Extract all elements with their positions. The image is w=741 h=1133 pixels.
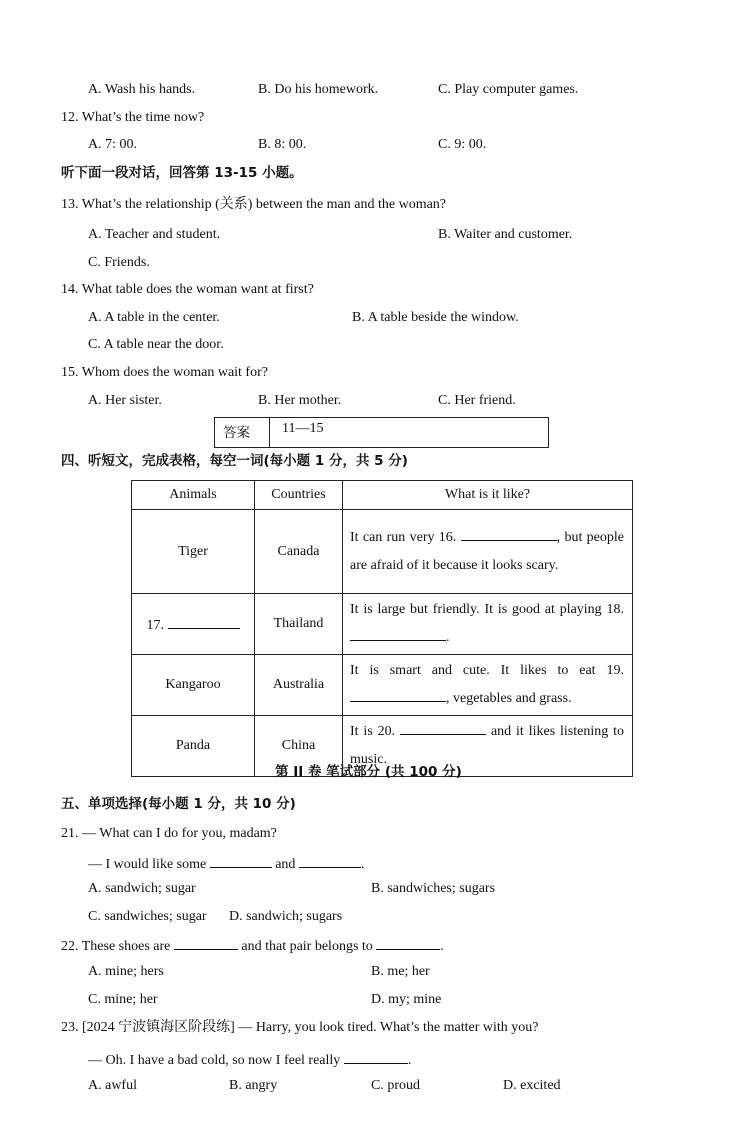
q15-stem: 15. Whom does the woman wait for?: [61, 365, 268, 380]
q11-option-b: B. Do his homework.: [258, 82, 379, 97]
country-cell: China: [255, 716, 343, 777]
animal-cell: Tiger: [132, 510, 255, 594]
q11-option-c: C. Play computer games.: [438, 82, 579, 97]
desc-text: It can run very 16.: [350, 529, 457, 545]
q13-option-a: A. Teacher and student.: [88, 227, 221, 242]
q12-stem: 12. What’s the time now?: [61, 110, 205, 125]
q13-option-b: B. Waiter and customer.: [438, 227, 573, 242]
q22-stem: 22. These shoes are and that pair belongs to .: [61, 935, 444, 956]
q21-option-c: C. sandwiches; sugar: [88, 909, 207, 924]
animal-cell: Panda: [132, 716, 255, 777]
animal-number: 17.: [146, 618, 164, 633]
blank-17[interactable]: [168, 614, 240, 629]
table-row: [132, 510, 633, 594]
q23-reply: — Oh. I have a bad cold, so now I feel really .: [88, 1049, 411, 1070]
table-row: [132, 594, 633, 655]
q12-option-c: C. 9: 00.: [438, 137, 487, 152]
q22-option-b: B. me; her: [371, 964, 430, 979]
header-animals: Animals: [132, 481, 255, 510]
q21-option-a: A. sandwich; sugar: [88, 881, 196, 896]
description-cell: [343, 510, 633, 594]
answer-box-label: 答案: [215, 418, 270, 447]
q23-option-a: A. awful: [88, 1078, 137, 1093]
blank-19[interactable]: [350, 687, 446, 702]
q22-blank-2[interactable]: [376, 935, 440, 950]
section5-heading: 五、单项选择(每小题 1 分，共 10 分): [61, 796, 296, 812]
blank-18[interactable]: [350, 626, 446, 641]
q13-option-c: C. Friends.: [88, 255, 150, 270]
country-cell: Thailand: [255, 594, 343, 655]
header-countries: Countries: [255, 481, 343, 510]
country-cell: Canada: [255, 510, 343, 594]
q12-option-b: B. 8: 00.: [258, 137, 307, 152]
desc-text: , vegetables and grass.: [446, 691, 572, 706]
desc-text: and it likes listening to music.: [350, 724, 625, 767]
q11-option-a: A. Wash his hands.: [88, 82, 196, 97]
desc-text: It is smart and cute. It likes to eat 19.: [350, 663, 624, 678]
q15-option-b: B. Her mother.: [258, 393, 342, 408]
desc-text: It is 20.: [350, 724, 396, 739]
q12-option-a: A. 7: 00.: [88, 137, 137, 152]
table-header-row: [132, 481, 633, 510]
blank-16[interactable]: [461, 526, 557, 541]
section4-heading: 四、听短文，完成表格，每空一词(每小题 1 分，共 5 分): [61, 453, 408, 469]
q14-stem: 14. What table does the woman want at first?: [61, 282, 314, 297]
q22-option-a: A. mine; hers: [88, 964, 164, 979]
q21-blank-2[interactable]: [299, 853, 361, 868]
q23-option-d: D. excited: [503, 1078, 561, 1093]
description-cell: [343, 594, 633, 655]
q23-option-c: C. proud: [371, 1078, 420, 1093]
answer-box: [214, 417, 549, 448]
q21-stem: 21. — What can I do for you, madam?: [61, 826, 277, 841]
q15-option-c: C. Her friend.: [438, 393, 516, 408]
answer-box-range[interactable]: 11—15: [282, 421, 324, 436]
q23-stem: 23. [2024 宁波镇海区阶段练] — Harry, you look tired. What’s the matter with you?: [61, 1020, 539, 1035]
part2-heading: 第 II 卷 笔试部分 (共 100 分): [275, 764, 462, 780]
listening-table: [131, 480, 633, 777]
q21-option-d: D. sandwich; sugars: [229, 909, 343, 924]
q22-option-c: C. mine; her: [88, 992, 158, 1007]
q15-option-a: A. Her sister.: [88, 393, 162, 408]
desc-text: It is large but friendly. It is good at playing 18.: [350, 602, 624, 617]
q22-option-d: D. my; mine: [371, 992, 442, 1007]
table-row: [132, 655, 633, 716]
country-cell: Australia: [255, 655, 343, 716]
q14-option-a: A. A table in the center.: [88, 310, 220, 325]
q23-blank[interactable]: [344, 1049, 408, 1064]
description-cell: [343, 655, 633, 716]
blank-20[interactable]: [400, 720, 486, 735]
animal-cell: Kangaroo: [132, 655, 255, 716]
section-dialog-heading: 听下面一段对话，回答第 13-15 小题。: [61, 165, 303, 181]
desc-text: , but people are afraid of it because it looks scary.: [350, 529, 624, 573]
q13-stem: 13. What’s the relationship (关系) between the man and the woman?: [61, 197, 447, 212]
header-description: What is it like?: [343, 481, 633, 510]
q22-blank-1[interactable]: [174, 935, 238, 950]
desc-text: .: [446, 630, 450, 645]
q14-option-b: B. A table beside the window.: [352, 310, 519, 325]
q21-reply: — I would like some and .: [88, 853, 364, 874]
q23-option-b: B. angry: [229, 1078, 278, 1093]
animal-cell: [132, 594, 255, 655]
q21-blank-1[interactable]: [210, 853, 272, 868]
q21-option-b: B. sandwiches; sugars: [371, 881, 496, 896]
q14-option-c: C. A table near the door.: [88, 337, 224, 352]
